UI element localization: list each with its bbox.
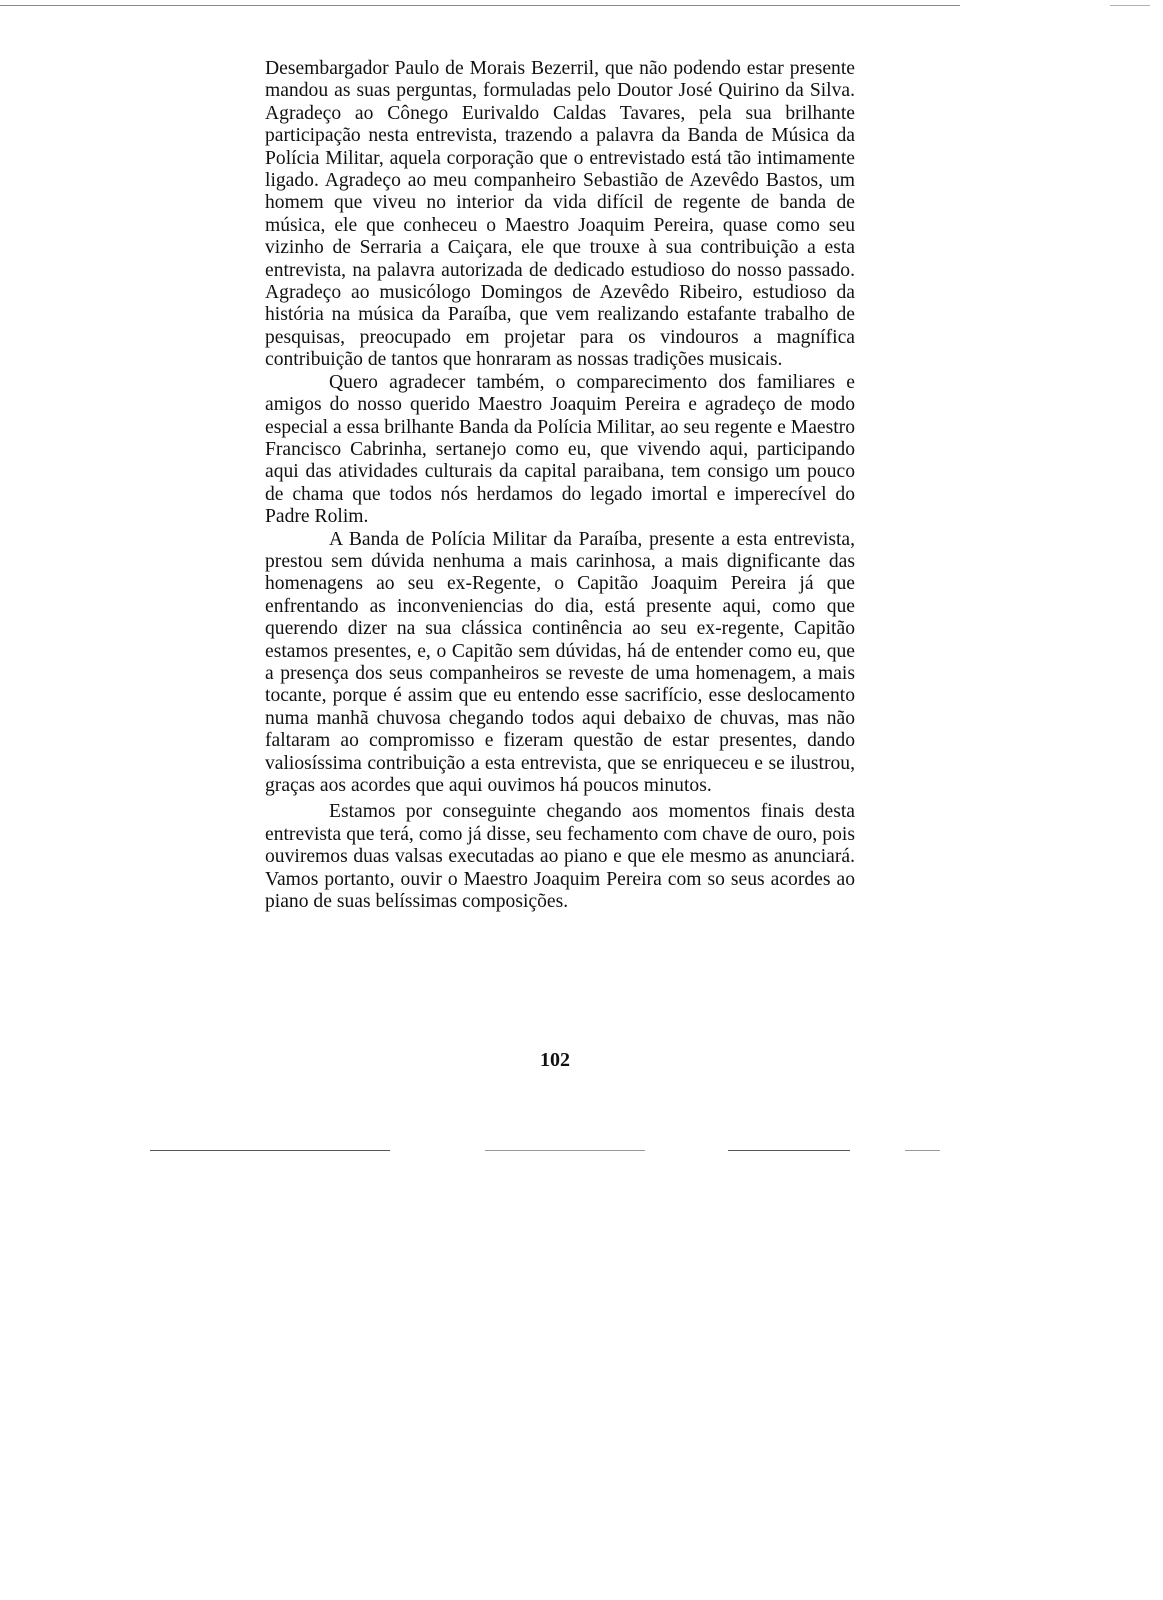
paragraph-3: A Banda de Polícia Militar da Paraíba, presente a esta entrevista, prestou sem dúvida nenhuma a mais carinhosa, a mais dignificante das homenagens ao seu ex-Regente, o Capitão Joaquim Pereira já que enfrentando as inconveniencias do dia, está presente aqui, como que querendo dizer na sua clássica continência ao seu ex-regente, Capitão estamos presentes, e, o Capitão sem dúvidas, há de entender como eu, que a presença dos seus companheiros se reveste de uma homenagem, a mais tocante, porque é assim que eu entendo esse sacrifício, esse deslocamento numa manhã chuvosa chegando todos aqui debaixo de chuvas, mas não faltaram ao compromisso e fizeram questão de estar presentes, dando valiosíssima contribuição a esta entrevista, que se enriqueceu e se ilustrou, graças aos acordes que aqui ouvimos há poucos minutos. bbox=[265, 528, 855, 796]
paragraph-4: Estamos por conseguinte chegando aos momentos finais desta entrevista que terá, como já disse, seu fechamento com chave de ouro, pois ouviremos duas valsas executadas ao piano e que ele mesmo as anunciará. Vamos portanto, ouvir o Maestro Joaquim Pereira com so seus acordes ao piano de suas belíssimas composições. bbox=[265, 801, 855, 913]
top-scan-edge-line bbox=[0, 5, 960, 6]
bottom-scan-line-left bbox=[150, 1150, 390, 1151]
paragraph-2: Quero agradecer também, o comparecimento dos familiares e amigos do nosso querido Maestro Joaquim Pereira e agradeço de modo especial a essa brilhante Banda da Polícia Militar, ao seu regente e Maestro Francisco Cabrinha, sertanejo como eu, que vivendo aqui, participando aqui das atividades culturais da capital paraibana, tem consigo um pouco de chama que todos nós herdamos do legado imortal e imperecível do Padre Rolim. bbox=[265, 371, 855, 528]
bottom-scan-line-middle bbox=[485, 1150, 645, 1151]
page-body-text bbox=[265, 58, 855, 913]
paragraph-1: Desembargador Paulo de Morais Bezerril, que não podendo estar presente mandou as suas perguntas, formuladas pelo Doutor José Quirino da Silva. Agradeço ao Cônego Eurivaldo Caldas Tavares, pela sua brilhante participação nesta entrevista, trazendo a palavra da Banda de Música da Polícia Militar, aquela corporação que o entrevistado está tão intimamente ligado. Agradeço ao meu companheiro Sebastião de Azevêdo Bastos, um homem que viveu no interior da vida difícil de regente de banda de música, ele que conheceu o Maestro Joaquim Pereira, quase como seu vizinho de Serraria a Caiçara, ele que trouxe à sua contribuição a esta entrevista, na palavra autorizada de dedicado estudioso do nosso passado. Agradeço ao musicólogo Domingos de Azevêdo Ribeiro, estudioso da história na música da Paraíba, que vem realizando estafante trabalho de pesquisas, preocupado em projetar para os vindouros a magnífica contribuição de tantos que honraram as nossas tradições musicais. bbox=[265, 58, 855, 371]
top-scan-edge-line-right bbox=[1110, 5, 1150, 6]
bottom-scan-line-far-right bbox=[905, 1150, 940, 1151]
page-number: 102 bbox=[540, 1049, 570, 1071]
bottom-scan-line-right bbox=[728, 1150, 850, 1151]
